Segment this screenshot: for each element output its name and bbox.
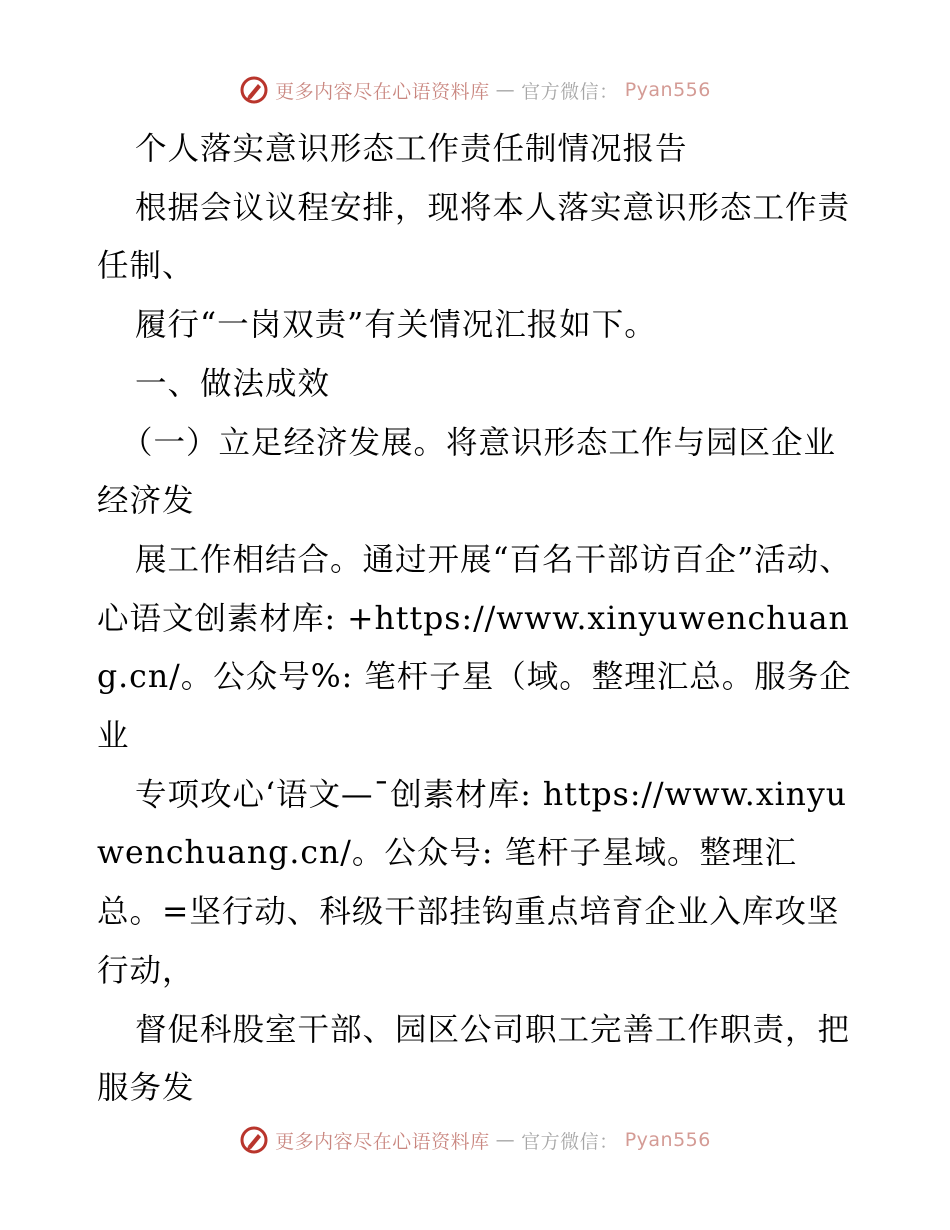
section-heading: 一、做法成效	[135, 365, 331, 402]
watermark-wechat: Pyan556	[624, 79, 711, 101]
watermark-brand: 更多内容尽在心语资料库	[275, 80, 490, 103]
paragraph: 履行“一岗双责”有关情况汇报如下。	[135, 307, 657, 344]
footer-watermark	[0, 1122, 950, 1158]
watermark-official: 官方微信：	[521, 1130, 619, 1153]
watermark-wechat: Pyan556	[624, 1129, 711, 1151]
watermark-official: 官方微信：	[521, 80, 619, 103]
watermark-dash: —	[495, 79, 516, 101]
document-title: 个人落实意识形态工作责任制情况报告	[135, 131, 688, 167]
paragraph: 督促科股室干部、园区公司职工完善工作职责，把服务发	[97, 1011, 851, 1107]
watermark-brand: 更多内容尽在心语资料库	[275, 1130, 490, 1153]
subsection-heading: （一）立足经济发展。将意识形态工作与园区企业经济发	[97, 424, 837, 520]
document-body	[97, 120, 857, 1118]
paragraph: 根据会议议程安排，现将本人落实意识形态工作责任制、	[97, 189, 851, 285]
watermark-dash: —	[495, 1129, 516, 1151]
pen-logo-icon	[239, 75, 269, 105]
header-watermark	[0, 72, 950, 108]
paragraph: 展工作相结合。通过开展“百名干部访百企”活动、心语文创素材库: +https://www.xinyuwenchuang.cn/。公众号%: 笔杆子星（域。整理汇总。服务企业	[97, 541, 852, 755]
pen-logo-icon	[239, 1125, 269, 1155]
paragraph: 专项攻心‘语文—¯创素材库: https://www.xinyuwenchuang.cn/。公众号: 笔杆子星域。整理汇总。=坚行动、科级干部挂钩重点培育企业入库攻坚行动，	[97, 776, 848, 989]
